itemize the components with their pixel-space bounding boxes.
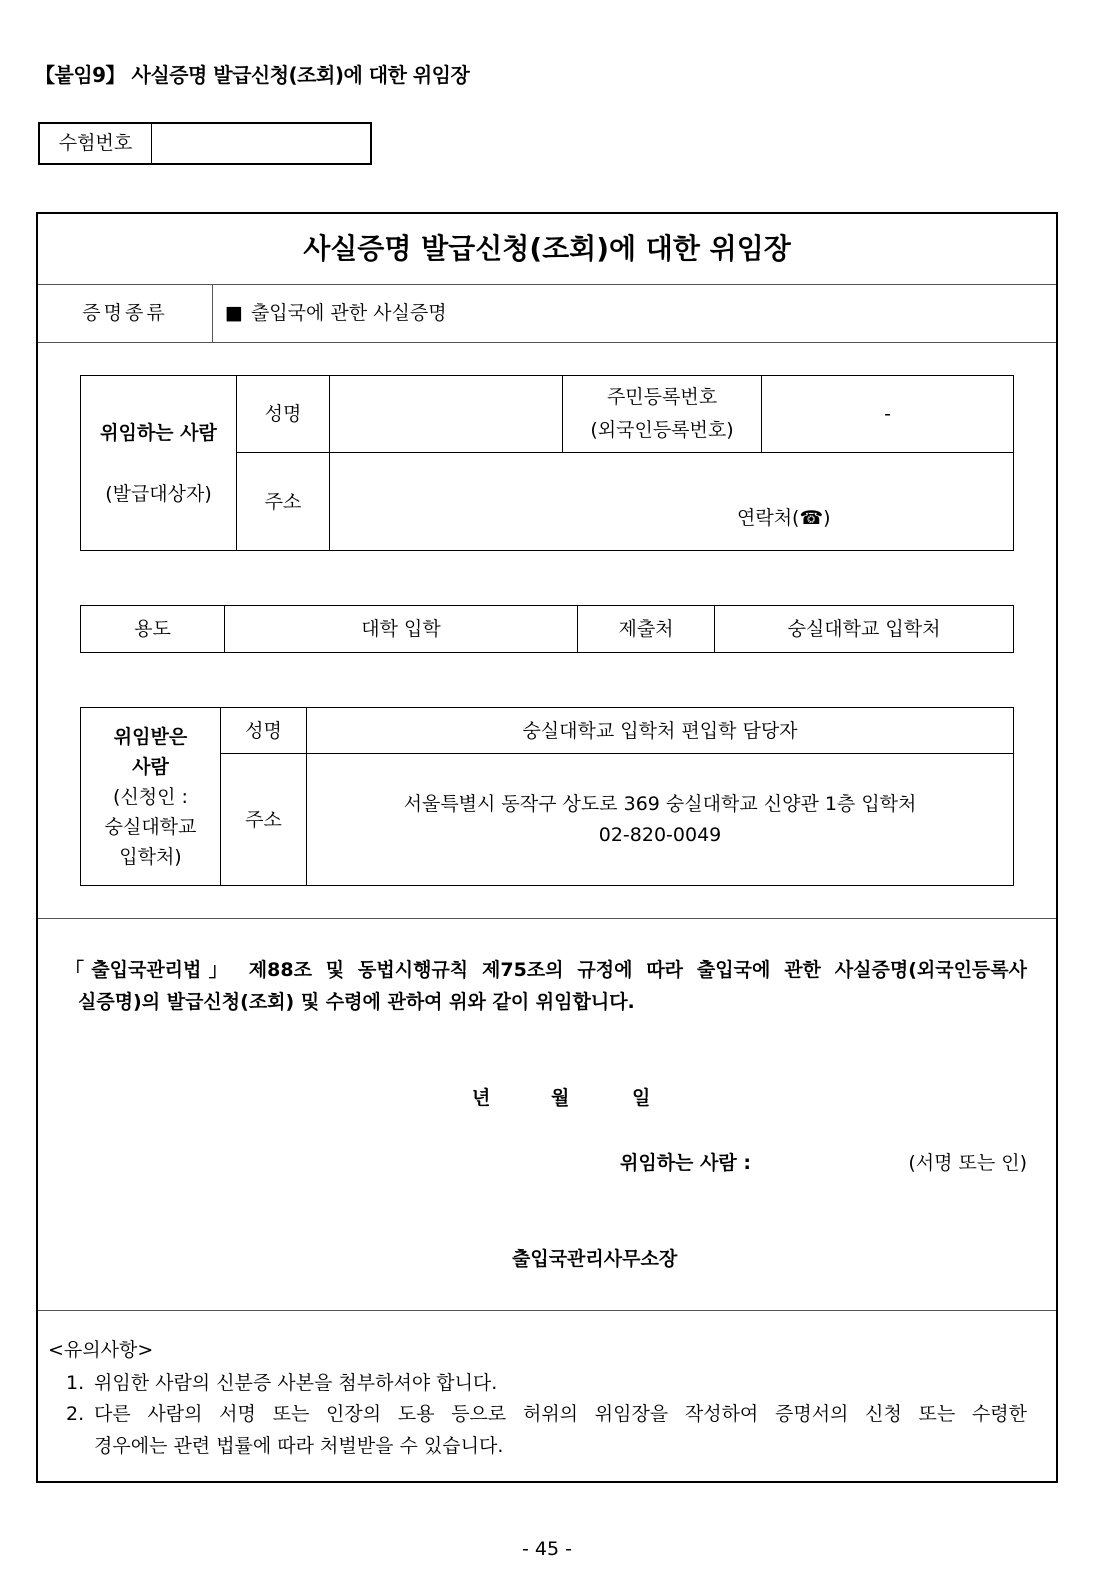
delegator-id-label-cell bbox=[563, 376, 762, 453]
delegate-name-label: 성명 bbox=[221, 708, 307, 754]
delegate-heading-cell bbox=[81, 708, 221, 886]
submit-to-value: 숭실대학교 입학처 bbox=[715, 606, 1014, 653]
statement-top-divider bbox=[38, 918, 1056, 919]
date-month: 월 bbox=[551, 1087, 570, 1109]
certificate-type-value: 출입국에 관한 사실증명 bbox=[250, 302, 447, 324]
page-number: - 45 - bbox=[522, 1538, 572, 1560]
date-day: 일 bbox=[632, 1087, 651, 1109]
delegator-name-value bbox=[330, 376, 563, 453]
note-text: 경우에는 관련 법률에 따라 처벌받을 수 있습니다. bbox=[94, 1435, 504, 1457]
purpose-label: 용도 bbox=[81, 606, 225, 653]
delegate-subheading-line: 입학처) bbox=[119, 845, 182, 868]
delegator-id-label-line1: 주민등록번호 bbox=[606, 386, 718, 408]
delegate-phone: 02-820-0049 bbox=[598, 823, 722, 846]
certificate-type-divider bbox=[212, 285, 213, 342]
note-text: 위임한 사람의 신분증 사본을 첨부하셔야 합니다. bbox=[94, 1372, 498, 1394]
signature-hint: (서명 또는 인) bbox=[908, 1152, 1027, 1174]
certificate-type-label: 증명종류 bbox=[82, 302, 168, 324]
statement-line: 「출입국관리법」 제88조 및 동법시행규칙 제75조의 규정에 따라 출입국에 관한 사실증명(외국인등록사 bbox=[65, 959, 1027, 981]
attachment-heading: 【붙임9】 사실증명 발급신청(조회)에 대한 위임장 bbox=[35, 63, 470, 87]
note-number: 2. bbox=[66, 1403, 85, 1425]
delegator-heading-cell bbox=[81, 376, 237, 551]
certificate-type-bottom-divider bbox=[38, 342, 1056, 343]
exam-number-box bbox=[38, 122, 372, 165]
certificate-type-value-row bbox=[225, 285, 447, 342]
delegator-id-label-line2: (외국인등록번호) bbox=[590, 419, 734, 441]
note-text: 다른 사람의 서명 또는 인장의 도용 등으로 허위의 위임장을 작성하여 증명서의 신청 또는 수령한 bbox=[94, 1403, 1027, 1425]
submit-to-label: 제출처 bbox=[578, 606, 715, 653]
delegate-table bbox=[80, 707, 1014, 886]
date-year: 년 bbox=[472, 1087, 491, 1109]
delegate-subheading-line: 숭실대학교 bbox=[104, 815, 197, 838]
recipient: 출입국관리사무소장 bbox=[512, 1248, 678, 1270]
delegate-name-value: 숭실대학교 입학처 편입학 담당자 bbox=[307, 708, 1014, 754]
delegator-table bbox=[80, 375, 1014, 551]
delegate-address-value: 서울특별시 동작구 상도로 369 숭실대학교 신양관 1층 입학처 bbox=[403, 792, 917, 815]
delegator-address-label: 주소 bbox=[237, 453, 330, 551]
delegator-subheading: (발급대상자) bbox=[105, 482, 212, 505]
purpose-table bbox=[80, 605, 1014, 653]
delegator-address-cell bbox=[330, 453, 1014, 551]
delegate-address-label: 주소 bbox=[221, 754, 307, 886]
exam-number-label: 수험번호 bbox=[40, 124, 152, 163]
power-of-attorney-form bbox=[36, 212, 1058, 1483]
delegate-subheading-line: (신청인 : bbox=[113, 785, 188, 808]
signer-label: 위임하는 사람 : bbox=[620, 1152, 751, 1174]
delegator-id-value: - bbox=[762, 376, 1014, 453]
delegate-heading-line: 사람 bbox=[132, 755, 169, 778]
purpose-value: 대학 입학 bbox=[225, 606, 578, 653]
notes-top-divider bbox=[38, 1310, 1056, 1311]
delegator-heading: 위임하는 사람 bbox=[100, 421, 217, 444]
delegator-name-label: 성명 bbox=[237, 376, 330, 453]
delegator-contact-label: 연락처(☎) bbox=[737, 507, 831, 529]
form-title: 사실증명 발급신청(조회)에 대한 위임장 bbox=[303, 232, 791, 265]
checked-box-icon: ■ bbox=[225, 302, 243, 324]
delegate-address-cell bbox=[307, 754, 1014, 886]
notes-heading: <유의사항> bbox=[48, 1339, 154, 1361]
delegate-heading-line: 위임받은 bbox=[113, 725, 188, 748]
exam-number-value bbox=[152, 124, 370, 163]
statement-line: 실증명)의 발급신청(조회) 및 수령에 관하여 위와 같이 위임합니다. bbox=[78, 991, 635, 1013]
note-number: 1. bbox=[66, 1372, 85, 1394]
